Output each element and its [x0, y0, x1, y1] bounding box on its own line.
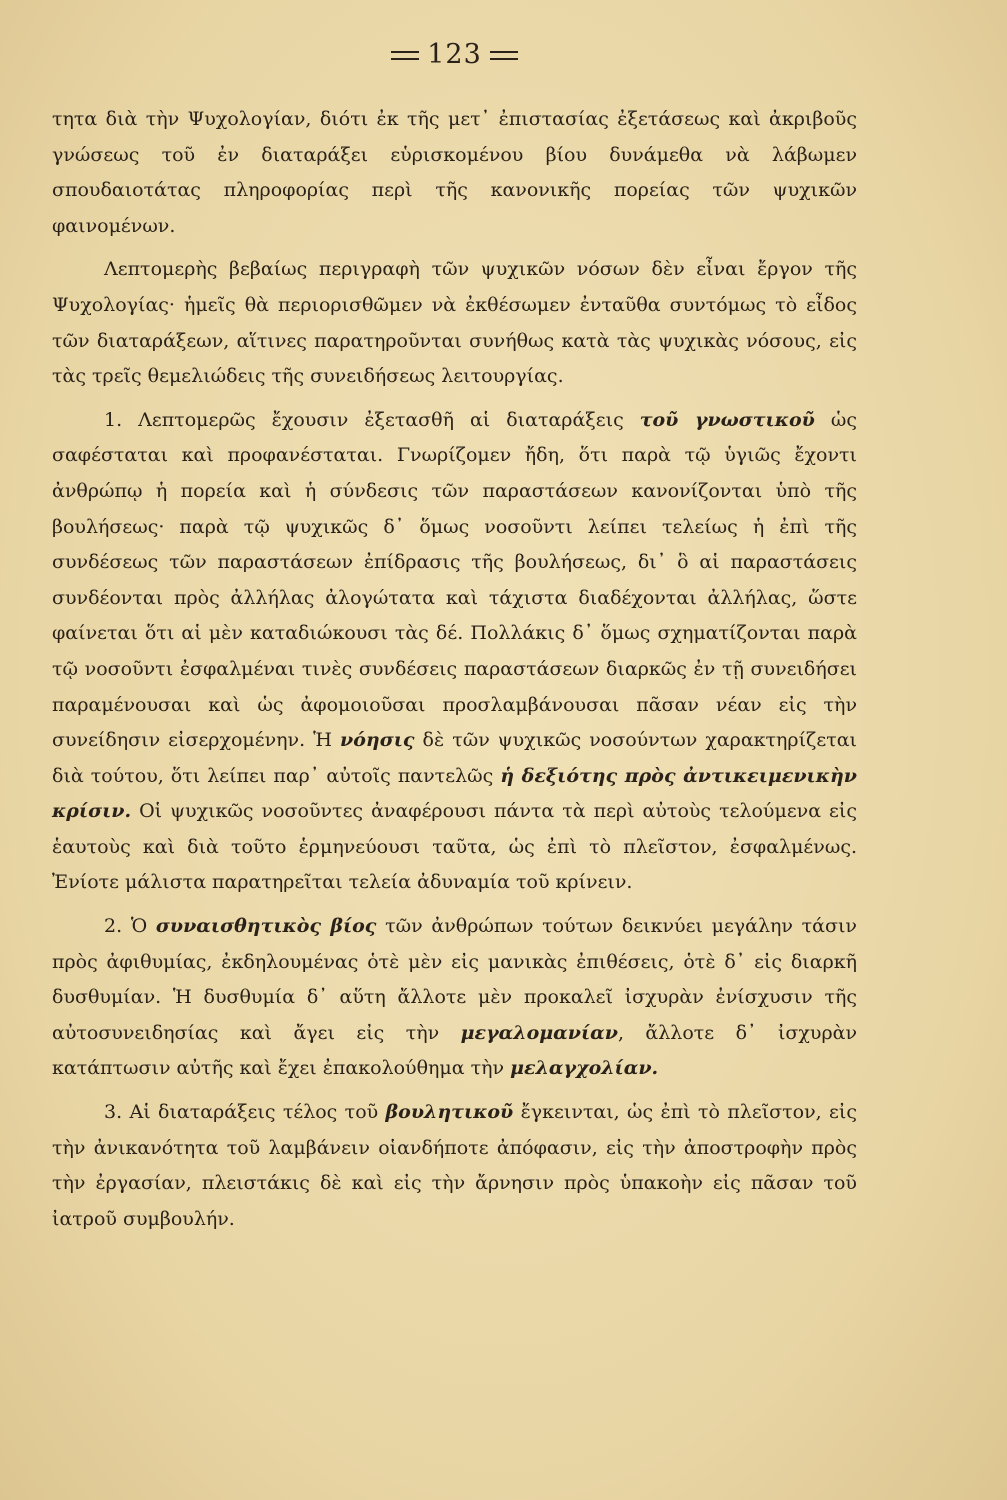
paragraph-volitional — [52, 1095, 857, 1237]
emphasized-term: μεγαλομανίαν — [460, 1021, 618, 1044]
paragraph-emotional — [52, 909, 857, 1087]
paragraph-continuation — [52, 102, 857, 244]
header-ornament-left — [391, 51, 419, 60]
paragraph-cognitive — [52, 403, 857, 901]
text-run: 1. Λεπτομερῶς ἔχουσιν ἐξετασθῆ αἱ διαταράξεις — [104, 408, 640, 431]
text-run: ὡς σαφέσταται καὶ προφανέσταται. Γνωρίζομεν ἤδη, ὅτι παρὰ τῷ ὑγιῶς ἔχοντι ἀνθρώπῳ ἡ πορεία καὶ ἡ σύνδεσις τῶν παραστάσεων κανονίζονται ὑπὸ τῆς βουλήσεως· παρὰ τῷ ψυχικῶς δ᾽ ὅμως νοσοῦντι λείπει τελείως ἡ ἐπὶ τῆς συνδέσεως τῶν παραστάσεων ἐπίδρασις τῆς βουλήσεως, δι᾽ ὃ αἱ παραστάσεις συνδέονται πρὸς ἀλλήλας ἀλογώτατα καὶ τάχιστα διαδέχονται ἀλλήλας, ὥστε φαίνεται ὅτι αἱ μὲν καταδιώκουσι τὰς δέ. Πολλάκις δ᾽ ὅμως σχηματίζονται παρὰ τῷ νοσοῦντι ἐσφαλμέναι τινὲς συνδέσεις παραστάσεων διαρκῶς ἐν τῇ συνειδήσει παραμένουσαι καὶ ὡς ἀφομοιοῦσαι προσλαμβάνουσαι πᾶσαν νέαν εἰς τὴν συνείδησιν εἰσερχομένην. Ἡ — [52, 408, 857, 752]
header-ornament-right — [490, 51, 518, 60]
paragraph-intro — [52, 252, 857, 394]
text-run: τητα διὰ τὴν Ψυχολογίαν, διότι ἐκ τῆς μετ᾽ ἐπιστασίας ἐξετάσεως καὶ ἀκριβοῦς γνώσεως τοῦ ἐν διαταράξει εὑρισκομένου βίου δυνάμεθα νὰ λάβωμεν σπουδαιοτάτας πληροφορίας περὶ τῆς κανονικῆς πορείας τῶν ψυχικῶν φαινομένων. — [52, 108, 857, 237]
text-run: 2. Ὁ — [104, 915, 156, 938]
page-header — [52, 38, 857, 72]
emphasized-term: ἡ δεξιότης πρὸς ἀντικειμενικὴν κρίσιν. — [52, 764, 857, 823]
text-run: τῶν ἀνθρώπων τούτων δεικνύει μεγάλην τάσιν πρὸς ἀφιθυμίας, ἐκδηλουμένας ὁτὲ μὲν εἰς μανικὰς ἐπιθέσεις, ὁτὲ δ᾽ εἰς διαρκῆ δυσθυμίαν. Ἡ δυσθυμία δ᾽ αὕτη ἄλλοτε μὲν προκαλεῖ ἰσχυρὰν ἐνίσχυσιν τῆς αὐτοσυνειδησίας καὶ ἄγει εἰς τὴν — [52, 915, 857, 1044]
text-run: , ἄλλοτε δ᾽ ἰσχυρὰν κατάπτωσιν αὐτῆς καὶ ἔχει ἐπακολούθημα τὴν — [52, 1021, 857, 1080]
body-text — [52, 102, 857, 1237]
emphasized-term: βουλητικοῦ — [385, 1101, 514, 1124]
text-run: δὲ τῶν ψυχικῶς νοσούντων χαρακτηρίζεται διὰ τούτου, ὅτι λείπει παρ᾽ αὐτοῖς παντελῶς — [52, 729, 857, 787]
text-run: Λεπτομερὴς βεβαίως περιγραφὴ τῶν ψυχικῶν νόσων δὲν εἶναι ἔργον τῆς Ψυχολογίας· ἡμεῖς θὰ περιορισθῶμεν νὰ ἐκθέσωμεν ἐνταῦθα συντόμως τὸ εἶδος τῶν διαταράξεων, αἵτινες παρατηροῦνται συνήθως κατὰ τὰς ψυχικὰς νόσους, εἰς τὰς τρεῖς θεμελιώδεις τῆς συνειδήσεως λειτουργίας. — [52, 258, 857, 388]
text-run: Οἱ ψυχικῶς νοσοῦντες ἀναφέρουσι πάντα τὰ περὶ αὐτοὺς τελούμενα εἰς ἑαυτοὺς καὶ διὰ τοῦτο ἑρμηνεύουσι ταῦτα, ὡς ἐπὶ τὸ πλεῖστον, ἐσφαλμένως. Ἐνίοτε μάλιστα παρατηρεῖται τελεία ἀδυναμία τοῦ κρίνειν. — [52, 800, 857, 894]
emphasized-term: τοῦ γνωστικοῦ — [639, 408, 815, 431]
emphasized-term: συναισθητικὸς βίος — [155, 915, 377, 938]
page-number: 123 — [427, 39, 482, 70]
emphasized-term: μελαγχολίαν. — [510, 1057, 659, 1080]
text-run: 3. Αἱ διαταράξεις τέλος τοῦ — [104, 1101, 386, 1124]
emphasized-term: νόησις — [340, 729, 415, 752]
text-run: ἔγκεινται, ὡς ἐπὶ τὸ πλεῖστον, εἰς τὴν ἀνικανότητα τοῦ λαμβάνειν οἱανδήποτε ἀπόφασιν, εἰς τὴν ἀποστροφὴν πρὸς τὴν ἐργασίαν, πλειστάκις δὲ καὶ εἰς τὴν ἄρνησιν πρὸς ὑπακοὴν εἰς πᾶσαν τοῦ ἰατροῦ συμβουλήν. — [52, 1101, 857, 1230]
